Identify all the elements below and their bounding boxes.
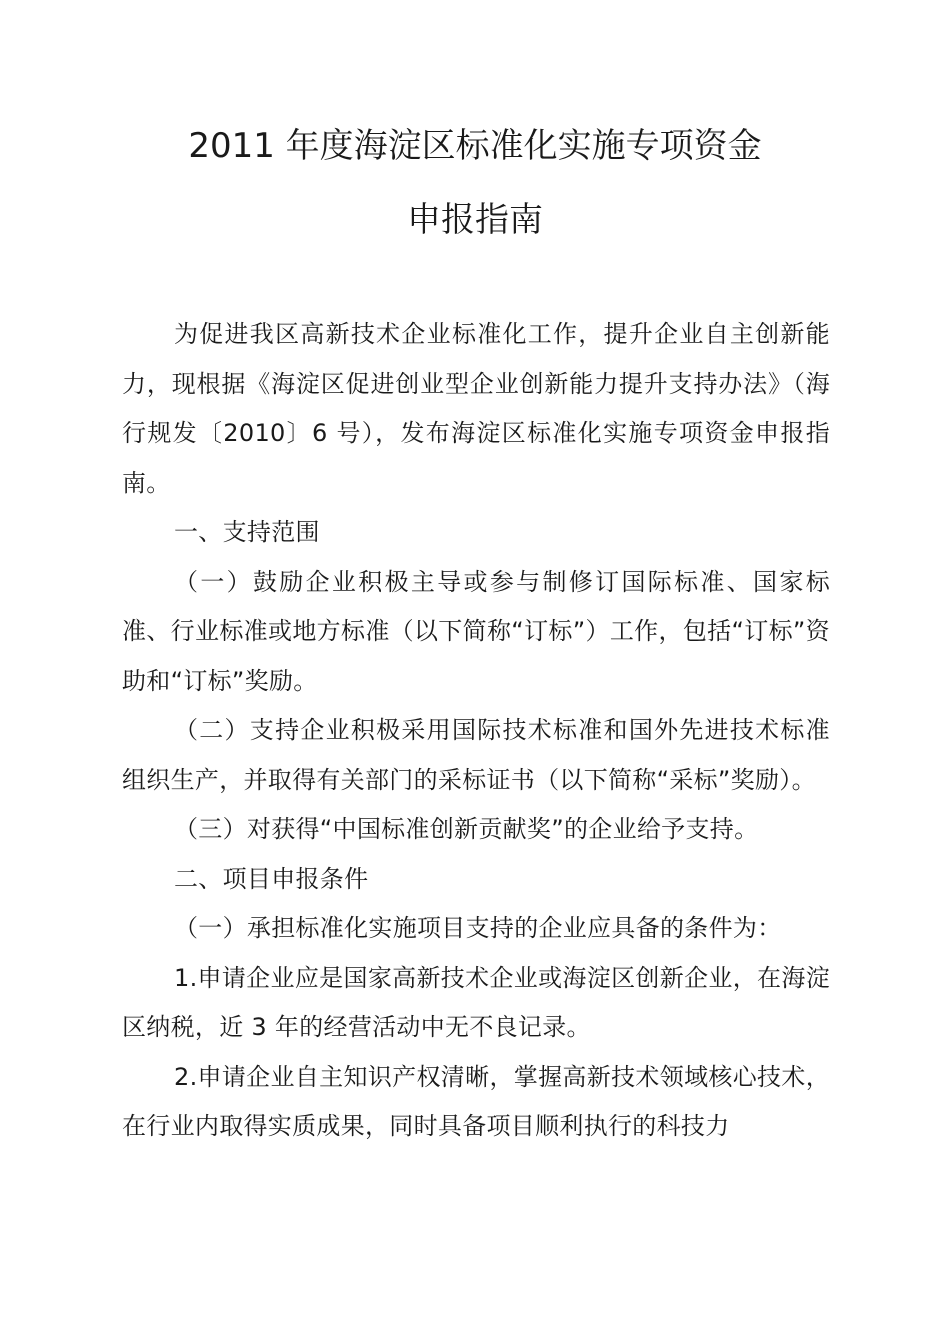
section-heading-application-conditions: 二、项目申报条件: [174, 864, 369, 893]
document-title-line-2: 申报指南: [407, 200, 543, 240]
support-item-2: （二）支持企业积极采用国际技术标准和国外先进技术标准组织生产，并取得有关部门的采标证书（以下简称“采标”奖励）。: [122, 716, 830, 794]
condition-item-1: 1.申请企业应是国家高新技术企业或海淀区创新企业，在海淀区纳税，近 3 年的经营活动中无不良记录。: [122, 963, 830, 1041]
support-item-1: （一）鼓励企业积极主导或参与制修订国际标准、国家标准、行业标准或地方标准（以下简称“订标”）工作，包括“订标”资助和“订标”奖励。: [122, 567, 830, 695]
support-item-3: （三）对获得“中国标准创新贡献奖”的企业给予支持。: [174, 815, 759, 843]
conditions-subheading-1: （一）承担标准化实施项目支持的企业应具备的条件为：: [174, 914, 782, 942]
intro-paragraph: 为促进我区高新技术企业标准化工作，提升企业自主创新能力，现根据《海淀区促进创业型企业创新能力提升支持办法》（海行规发〔2010〕6 号），发布海淀区标准化实施专项资金申报指南。: [122, 320, 830, 497]
section-heading-support-scope: 一、支持范围: [174, 518, 320, 546]
condition-item-2: 2.申请企业自主知识产权清晰，掌握高新技术领域核心技术，在行业内取得实质成果，同时具备项目顺利执行的科技力: [122, 1062, 830, 1140]
document-title-line-1: 2011 年度海淀区标准化实施专项资金: [188, 126, 762, 166]
document-body: [122, 310, 830, 1152]
